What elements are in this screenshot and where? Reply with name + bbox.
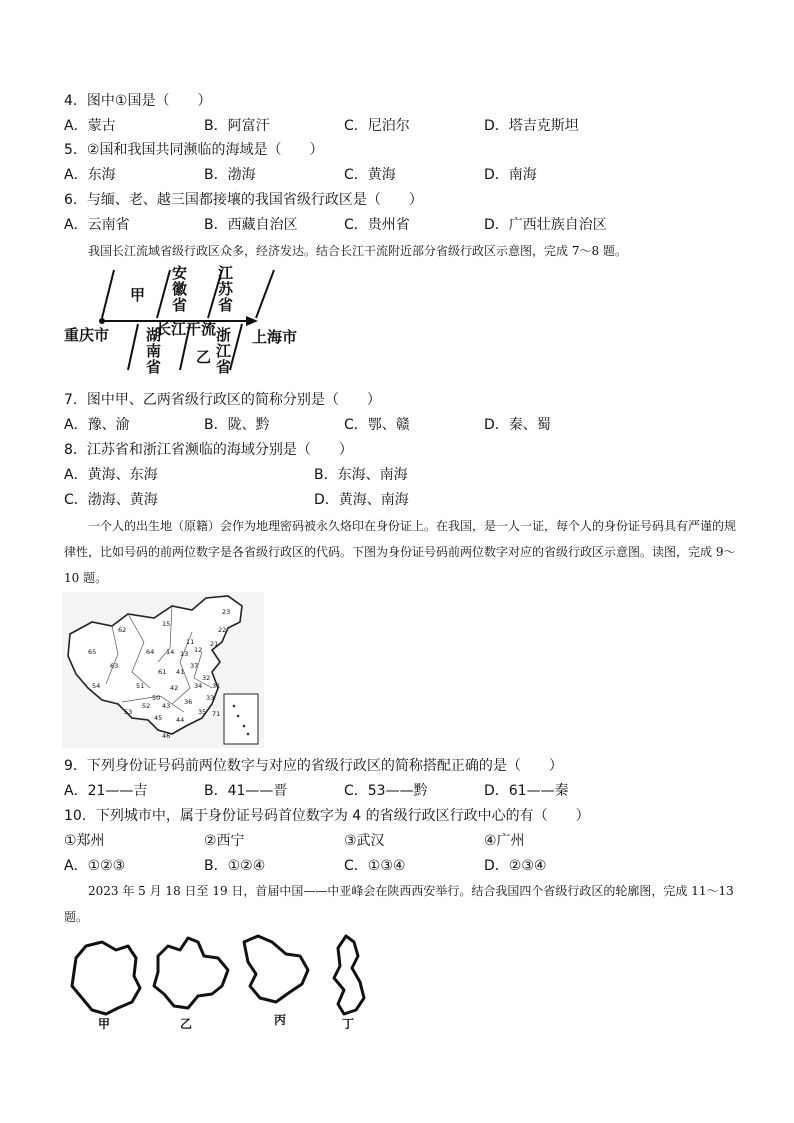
q4-stem: 4．图中①国是（ ） [64,93,212,109]
q10-item-4: ④广州 [484,833,525,849]
diagram-north-1 [172,264,187,314]
diagram-east-city: 上海市 [252,328,298,346]
intro-9-10-text: 一个人的出生地（原籍）会作为地理密码被永久烙印在身份证上。在我国，是一人一证，每个人的身份证号码具有严谨的规律性，比如号码的前两位数字是各省级行政区的代码。下图为身份证号码前两位数字对应的省级行政区示意图。读图，完成 9～10 题。 [64,519,737,585]
diagram-north-2 [217,264,234,314]
q7-options [64,416,744,434]
q9-option-d: D．61——秦 [484,783,569,799]
map-code-label: 50 [152,694,161,702]
diagram-north-0: 甲 [130,286,146,304]
map-code-label: 31 [212,682,221,690]
map-code-label: 71 [212,710,221,718]
map-code-label: 14 [166,648,175,656]
diagram-north-2-chars [217,264,234,314]
map-code-label: 52 [142,702,151,710]
q8-stem: 8．江苏省和浙江省濒临的海域分别是（ ） [64,442,353,458]
diagram-south-2-chars [215,326,232,376]
q8-option-c: C．渤海、黄海 [64,492,158,508]
intro-9-10 [64,513,744,591]
map-code-label: 36 [184,698,193,706]
map-code-label: 43 [162,702,171,710]
diagram-west-city: 重庆市 [64,326,110,344]
outline-bing [244,936,308,1002]
map-code-label: 11 [186,638,195,646]
map-code-label: 64 [146,648,155,656]
outline-yi [154,938,228,1008]
map-code-label: 37 [190,662,199,670]
map-code-label: 54 [92,682,101,690]
map-code-label: 51 [136,682,145,690]
q10-stem: 10．下列城市中，属于身份证号码首位数字为 4 的省级行政区行政中心的有（ ） [64,808,590,824]
q7-option-b: B．陇、黔 [204,417,270,433]
outline-label-ding: 丁 [342,1017,355,1031]
map-code-label: 62 [118,626,127,634]
q5-option-a: A．东海 [64,167,116,183]
q9-options [64,782,744,800]
outline-jia [72,942,140,1014]
q9-option-c: C．53——黔 [344,783,428,799]
q10-option-c: C．①③④ [344,858,406,874]
diagram-south-0 [146,326,161,376]
diagram-char: 省 [172,296,188,314]
outline-label-yi: 乙 [180,1017,193,1031]
intro-11-13 [64,878,744,930]
map-code-label: 21 [210,640,219,648]
map-code-label: 42 [170,684,179,692]
q10-options [64,857,744,875]
q6-option-b: B．西藏自治区 [204,217,298,233]
map-code-label: 32 [202,674,211,682]
q9-option-b: B．41——晋 [204,783,288,799]
map-code-label: 44 [176,716,185,724]
map-code-label: 46 [162,732,171,740]
map-code-label: 63 [110,662,119,670]
q5-option-c: C．黄海 [344,167,396,183]
yangtze-diagram [62,262,312,386]
diagram-south-0-chars [146,326,161,376]
q8-options-row1 [64,466,744,484]
outline-label-bing: 丙 [274,1013,287,1027]
province-outlines [62,928,376,1032]
q6-option-c: C．贵州省 [344,217,410,233]
map-code-label: 61 [158,668,167,676]
diagram-char: 浙 [216,326,232,344]
diagram-char: 湖 [146,326,162,344]
q4-options [64,117,744,135]
q4-option-d: D．塔吉克斯坦 [484,118,579,134]
q9-stem: 9．下列身份证号码前两位数字与对应的省级行政区的简称搭配正确的是（ ） [64,758,563,774]
q8-option-a: A．黄海、东海 [64,467,158,483]
diagram-river: 长江干流 [156,320,217,338]
diagram-char: 省 [146,358,162,376]
diagram-char: 徽 [172,280,188,298]
q9-option-a: A．21——吉 [64,783,148,799]
q4-option-a: A．蒙古 [64,118,116,134]
outline-ding [334,936,364,1014]
q7-option-a: A．豫、渝 [64,417,130,433]
diagram-north-1-chars [172,264,187,314]
map-code-label: 22 [218,626,227,634]
outline-label-jia: 甲 [98,1017,111,1031]
map-code-label: 23 [222,608,231,616]
q5-stem: 5．②国和我国共同濒临的海域是（ ） [64,142,324,158]
q10-item-3: ③武汉 [344,833,385,849]
q4-option-b: B．阿富汗 [204,118,270,134]
diagram-char: 江 [216,342,232,360]
q10-option-d: D．②③④ [484,858,547,874]
q7-option-d: D．秦、蜀 [484,417,551,433]
diagram-south-2 [215,326,232,376]
q5-option-b: B．渤海 [204,167,256,183]
map-code-label: 45 [154,714,163,722]
q5-option-d: D．南海 [484,167,537,183]
diagram-char: 南 [146,342,162,360]
q7-stem: 7．图中甲、乙两省级行政区的简称分别是（ ） [64,392,381,408]
diagram-char: 省 [216,358,232,376]
q8-options-row2 [64,491,744,509]
q7-option-c: C．鄂、赣 [344,417,410,433]
map-code-label: 12 [194,646,203,654]
map-code-label: 35 [198,708,207,716]
q10-item-2: ②西宁 [204,833,245,849]
q8-option-b: B．东海、南海 [314,467,408,483]
diagram-char: 苏 [218,280,234,298]
map-code-label: 33 [206,694,215,702]
diagram-char: 省 [218,296,234,314]
china-id-code-map [62,592,264,748]
q10-item-1: ①郑州 [64,833,105,849]
q6-options [64,216,744,234]
q8-option-d: D．黄海、南海 [314,492,409,508]
intro-7-8-text: 我国长江流域省级行政区众多，经济发达。结合长江干流附近部分省级行政区示意图，完成 7～8 题。 [88,244,627,258]
intro-7-8 [64,238,744,264]
map-code-label: 41 [176,668,185,676]
q10-option-b: B．①②④ [204,858,266,874]
map-code-label: 13 [180,650,189,658]
map-code-label: 65 [88,648,97,656]
q10-items [64,832,744,850]
q10-option-a: A．①②③ [64,858,126,874]
diagram-char: 安 [172,264,188,282]
q5-options [64,166,744,184]
q6-stem: 6．与缅、老、越三国都接壤的我国省级行政区是（ ） [64,192,423,208]
diagram-south-1: 乙 [196,348,212,366]
intro-11-13-text: 2023 年 5 月 18 日至 19 日，首届中国——中亚峰会在陕西西安举行。结合我国四个省级行政区的轮廓图，完成 11～13 题。 [64,884,734,924]
map-code-label: 15 [162,620,171,628]
map-code-label: 53 [124,708,133,716]
q6-option-d: D．广西壮族自治区 [484,217,607,233]
map-code-label: 34 [194,682,203,690]
diagram-char: 江 [218,264,234,282]
q4-option-c: C．尼泊尔 [344,118,410,134]
q6-option-a: A．云南省 [64,217,130,233]
